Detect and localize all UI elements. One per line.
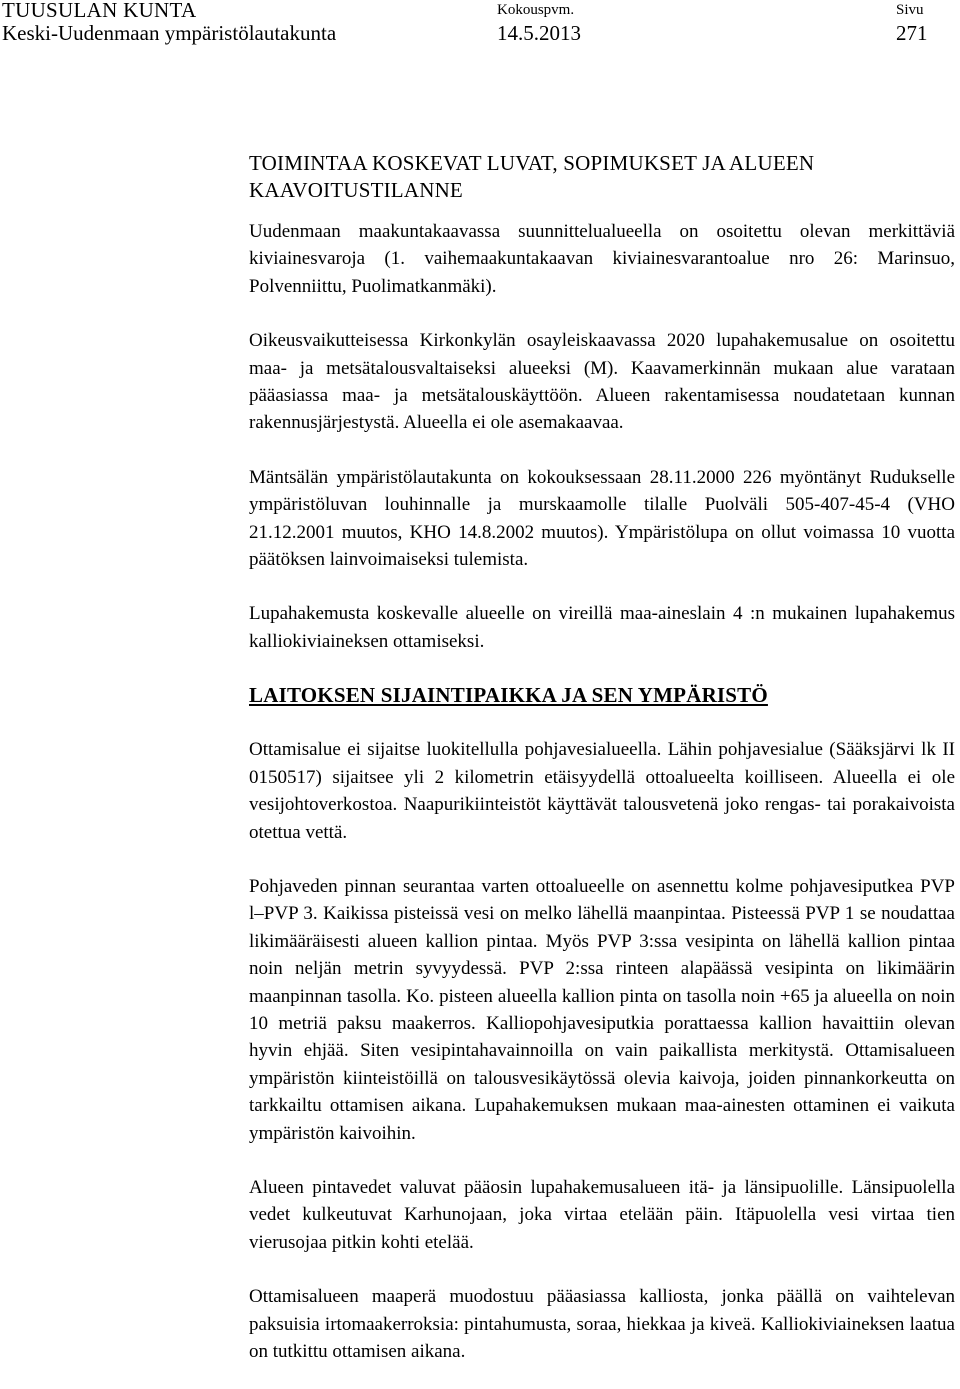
document-body — [249, 150, 955, 1365]
page-header — [0, 0, 960, 50]
department-name: Keski-Uudenmaan ympäristölautakunta — [2, 21, 337, 45]
organization-name: TUUSULAN KUNTA — [2, 0, 197, 22]
paragraph-previous-permit: Mäntsälän ympäristölautakunta on kokouksessaan 28.11.2000 226 myöntänyt Rudukselle ympäristöluvan louhinnalle ja murskaamolle tilalle Puolväli 505-407-45-4 (VHO 21.12.2001 muutos, KHO 14.8.2002 muutos). Ympäristölupa on ollut voimassa 10 vuotta päätöksen lainvoimaiseksi tulemista. — [249, 466, 955, 571]
meeting-date: 14.5.2013 — [497, 21, 581, 45]
paragraph-surface-water: Alueen pintavedet valuvat pääosin lupahakemusalueen itä- ja länsipuolille. Länsipuolella vedet kulkeutuvat Karhunojaan, joka virtaa etelään päin. Itäpuolella vesi virtaa tien vierusojaa pitkin kohti etelää. — [249, 1176, 955, 1253]
paragraph-pending-application: Lupahakemusta koskevalle alueelle on vireillä maa-aineslain 4 :n mukainen lupahakemus kalliokiviaineksen ottamiseksi. — [249, 603, 955, 652]
section-title-permits — [249, 150, 955, 204]
meeting-date-label: Kokouspvm. — [497, 2, 575, 18]
paragraph-groundwater-monitoring: Pohjaveden pinnan seurantaa varten ottoalueelle on asennettu kolme pohjavesiputkea PVP l–PVP 3. Kaikissa pisteissä vesi on melko lähellä maanpintaa. Pisteessä PVP 1 se noudattaa likimääräisesti alueen kallion pintaa. Myös PVP 3:ssa vesipinta on lähellä kallion pintaa noin neljän metrin syvyydessä. PVP 2:ssa rinteen alapäässä vesipinta on likimäärin maanpinnan tasolla. Ko. pisteen alueella kallion pinta on tasolla noin +65 ja alueella on noin 10 metriä paksu maakerros. Kalliopohjavesiputkia porattaessa kallion havaittiin olevan hyvin ehjää. Siten vesipintahavainnoilla on vain paikallista merkitystä. Ottamisalueen ympäristön kiinteistöillä on talousvesikäytössä olevia kaivoja, joiden pinnankorkeutta on tarkkailtu ottamisen aikana. Lupahakemuksen mukaan maa-ainesten ottaminen ei vaikuta ympäristön kaivoihin. — [249, 875, 955, 1144]
paragraph-groundwater-area: Ottamisalue ei sijaitse luokitellulla pohjavesialueella. Lähin pohjavesialue (Sääksjärvi lk II 0150517) sijaitsee yli 2 kilometrin etäisyydellä ottoalueelta koilliseen. Alueella ei ole vesijohtoverkostoa. Naapurikiinteistöt käyttävät talousvetenä joko rengas- tai porakaivoista otettua vettä. — [249, 739, 955, 843]
section-title-location: LAITOKSEN SIJAINTIPAIKKA JA SEN YMPÄRISTÖ — [249, 683, 768, 708]
section-title-line-1: TOIMINTAA KOSKEVAT LUVAT, SOPIMUKSET JA ALUEEN — [249, 151, 815, 175]
paragraph-soil: Ottamisalueen maaperä muodostuu pääasiassa kalliosta, jonka päällä on vaihtelevan paksuisia irtomaakerroksia: pintahumusta, soraa, hiekkaa ja kiveä. Kalliokiviaineksen laatua on tutkittu ottamisen aikana. — [249, 1286, 955, 1362]
paragraph-regional-plan: Uudenmaan maakuntakaavassa suunnittelualueella on osoitettu olevan merkittäviä kiviainesvaroja (1. vaihemaakuntakaavan kiviainesvarantoalue nro 26: Marinsuo, Polvenniittu, Puolimatkanmäki). — [249, 221, 955, 297]
paragraph-master-plan: Oikeusvaikutteisessa Kirkonkylän osayleiskaavassa 2020 lupahakemusalue on osoitettu maa- ja metsätalousvaltaiseksi alueeksi (M). Kaavamerkinnän mukaan alue varataan pääasiassa maa- ja metsätalouskäyttöön. Alueen rakentamisessa noudatetaan kunnan rakennusjärjestystä. Alueella ei ole asemakaavaa. — [249, 330, 955, 434]
page-number: 271 — [896, 21, 928, 45]
page-label: Sivu — [896, 2, 924, 18]
section-title-line-2: KAAVOITUSTILANNE — [249, 178, 463, 202]
